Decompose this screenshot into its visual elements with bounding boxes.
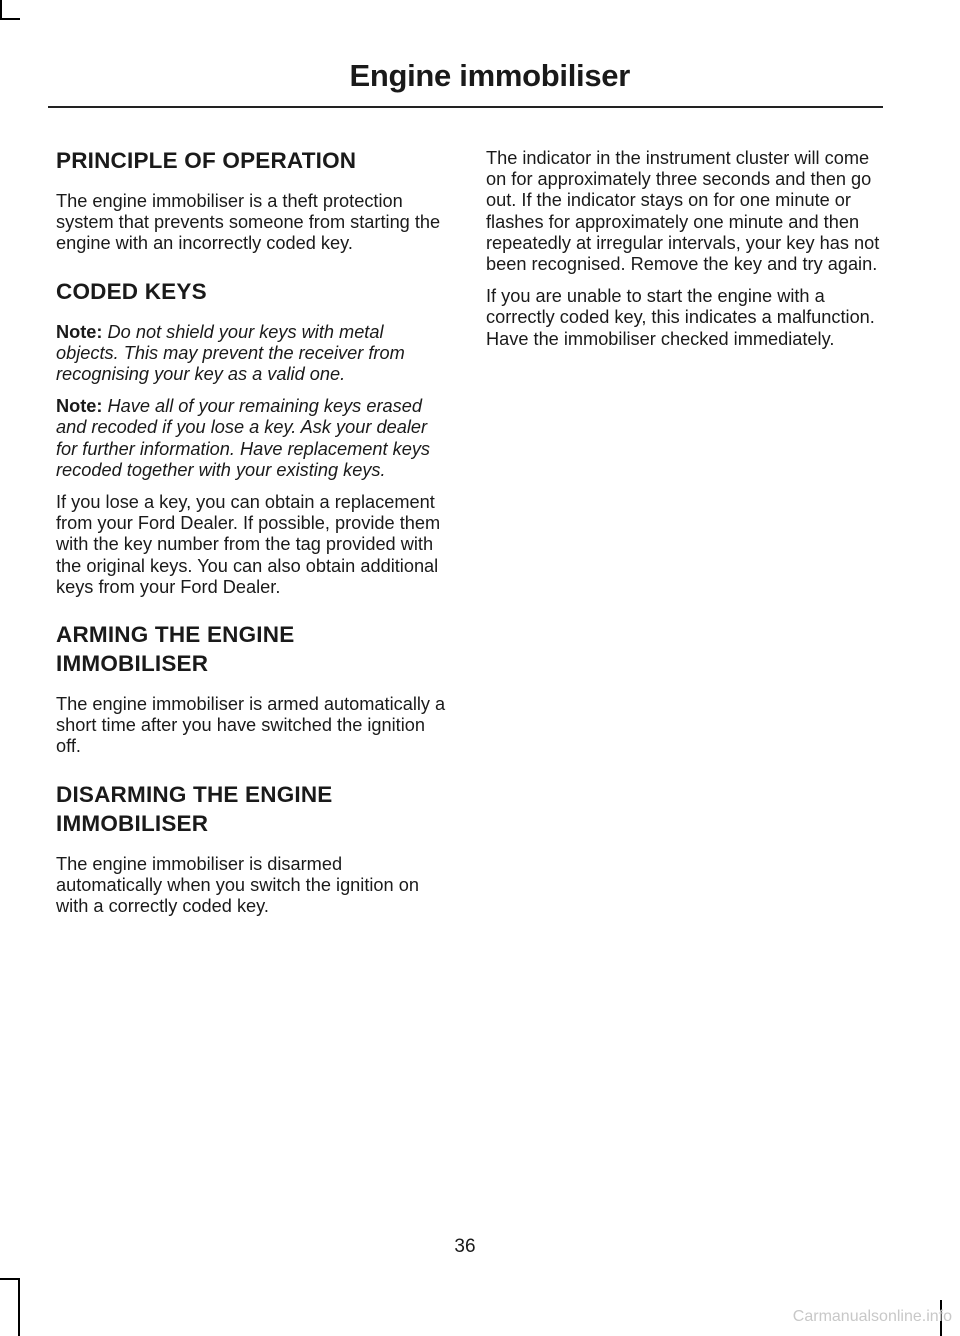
crop-mark-top-left-horizontal xyxy=(0,18,20,20)
note-label: Note: xyxy=(56,321,103,342)
section-arming xyxy=(56,620,448,758)
crop-mark-top-left-vertical xyxy=(0,0,2,20)
principle-body: The engine immobiliser is a theft protection system that prevents someone from starting the engine with an incorrectly coded key. xyxy=(56,191,441,254)
section-principle-of-operation xyxy=(56,146,448,255)
heading-disarming: DISARMING THE ENGINE IMMOBILISER xyxy=(56,781,333,836)
watermark: Carmanualsonline.info xyxy=(792,1308,952,1325)
note-label: Note: xyxy=(56,396,103,417)
heading-coded-keys: CODED KEYS xyxy=(56,278,207,304)
page-title: Engine immobiliser xyxy=(349,58,630,93)
malfunction-paragraph: If you are unable to start the engine with a correctly coded key, this indicates a malfunction. Have the immobiliser checked immediately. xyxy=(486,286,875,349)
heading-arming: ARMING THE ENGINE IMMOBILISER xyxy=(56,622,295,677)
note-metal-objects xyxy=(56,322,448,386)
crop-mark-bottom-left-vertical xyxy=(18,1278,20,1336)
crop-mark-bottom-left-horizontal xyxy=(0,1278,20,1280)
note-text: Do not shield your keys with metal objects. This may prevent the receiver from recognising your key as a valid one. xyxy=(56,321,405,385)
left-column xyxy=(56,146,448,939)
header-divider xyxy=(48,106,883,108)
arming-body: The engine immobiliser is armed automatically a short time after you have switched the ignition off. xyxy=(56,694,446,757)
indicator-paragraph: The indicator in the instrument cluster will come on for approximately three seconds and then go out. If the indicator stays on for one minute or flashes for approximately one minute and then repeatedly at irregular intervals, your key has not been recognised. Remove the key and try again. xyxy=(486,148,880,275)
coded-keys-body: If you lose a key, you can obtain a replacement from your Ford Dealer. If possible, provide them with the key number from the tag provided with the original keys. You can also obtain additional keys from your Ford Dealer. xyxy=(56,492,441,597)
note-recode-keys xyxy=(56,396,448,481)
disarming-body: The engine immobiliser is disarmed automatically when you switch the ignition on with a correctly coded key. xyxy=(56,853,419,917)
right-column xyxy=(486,148,880,361)
page-number: 36 xyxy=(454,1236,476,1257)
note-text: Have all of your remaining keys erased and recoded if you lose a key. Ask your dealer for further information. Have replacement keys recoded together with your existing keys. xyxy=(56,396,431,480)
heading-principle-of-operation: PRINCIPLE OF OPERATION xyxy=(56,148,357,173)
section-disarming xyxy=(56,780,448,918)
section-coded-keys xyxy=(56,277,448,598)
